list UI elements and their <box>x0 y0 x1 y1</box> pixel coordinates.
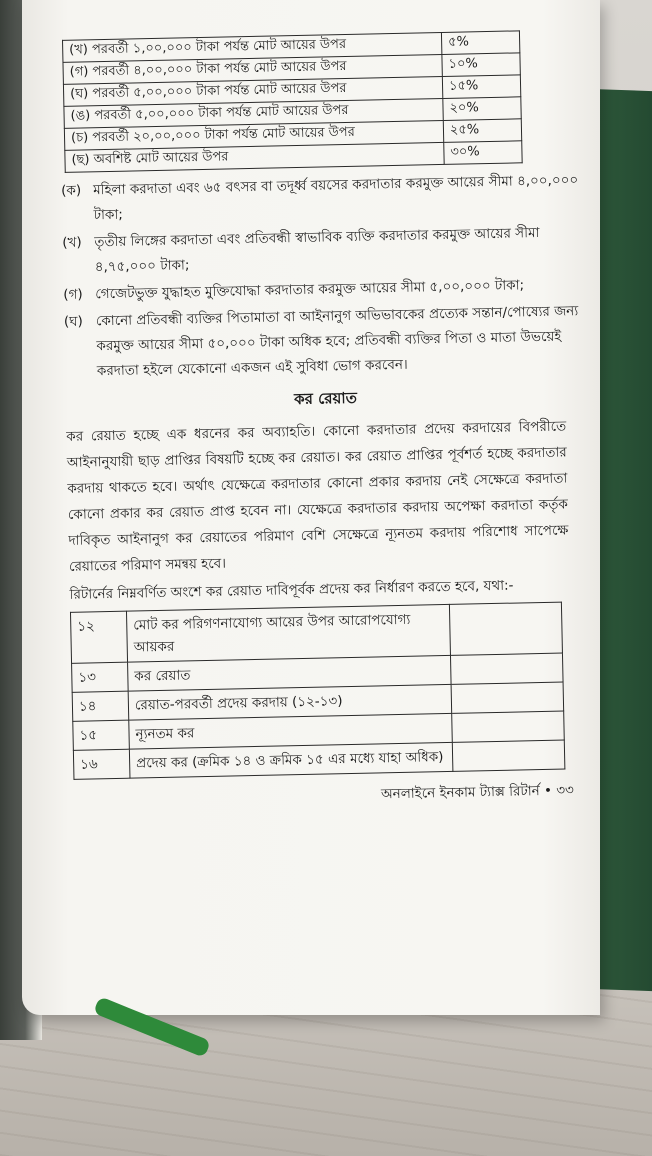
tax-slab-table <box>62 30 523 173</box>
table-row: (চ) পরবর্তী ২০,০০,০০০ টাকা পর্যন্ত মোট আয়ের উপর ২৫% <box>64 119 521 151</box>
exemption-notes <box>61 168 585 385</box>
table-row: ১৫ ন্যূনতম কর <box>73 711 564 750</box>
list-item: (খ) তৃতীয় লিঙ্গের করদাতা এবং প্রতিবন্ধী স্বাভাবিক ব্যক্তি করদাতার করমুক্ত আয়ের সীমা ৪,৭৫,০০০ টাকা; <box>62 224 540 276</box>
table-row: ১৬ প্রদেয় কর (ক্রমিক ১৪ ও ক্রমিক ১৫ এর মধ্যে যাহা অধিক) <box>73 740 564 779</box>
page-content <box>58 29 594 813</box>
table-row: ১৩ কর রেয়াত <box>72 653 563 692</box>
list-item: (গ) গেজেটভুক্ত যুদ্ধাহত মুক্তিযোদ্ধা করদাতার করমুক্ত আয়ের সীমা ৫,০০,০০০ টাকা; <box>63 277 525 303</box>
section-heading: কর রেয়াত <box>294 388 358 409</box>
tax-calc-table <box>70 602 565 780</box>
table-row: (খ) পরবর্তী ১,০০,০০০ টাকা পর্যন্ত মোট আয়ের উপর ৫% <box>63 31 520 63</box>
paragraph: রিটার্নের নিম্নবর্ণিত অংশে কর রেয়াত দাবিপূর্বক প্রদেয় কর নির্ধারণ করতে হবে, যথা:- <box>69 577 514 603</box>
table-row: (গ) পরবর্তী ৪,০০,০০০ টাকা পর্যন্ত মোট আয়ের উপর ১০% <box>63 53 520 85</box>
table-row: (ছ) অবশিষ্ট মোট আয়ের উপর ৩০% <box>65 141 522 173</box>
page-footer: অনলাইনে ইনকাম ট্যাক্স রিটার্ন • ৩৩ <box>380 782 574 803</box>
table-row: (ঘ) পরবর্তী ৫,০০,০০০ টাকা পর্যন্ত মোট আয়ের উপর ১৫% <box>63 75 520 107</box>
table-row: (ঙ) পরবর্তী ৫,০০,০০০ টাকা পর্যন্ত মোট আয়ের উপর ২০% <box>64 97 521 129</box>
body-text <box>66 413 570 607</box>
paragraph: কর রেয়াত হচ্ছে এক ধরনের কর অব্যাহতি। কোনো করদাতার প্রদেয় করদায়ের বিপরীতে আইনানুযায়ী ছাড় প্রাপ্তির বিষয়টি হচ্ছে কর রেয়াত। কর রেয়াত প্রাপ্তির পূর্বশর্ত হচ্ছে করদাতার করদায় থাকতে হবে। অর্থাৎ যেক্ষেত্রে করদাতার কোনো প্রকার করদায় নেই সেক্ষেত্রে করদাতা কোনো প্রকার কর রেয়াত প্রাপ্ত হবেন না। যেক্ষেত্রে করদাতার করদায় অপেক্ষা করদাতা কর্তৃক দাবিকৃত আইনানুগ কর রেয়াতের পরিমাণ বেশি সেক্ষেত্রে ন্যূনতম করদায় পরিশোধ সাপেক্ষে রেয়াতের পরিমাণ সমন্বয় হবে। <box>66 418 569 575</box>
table-row: ১৪ রেয়াত-পরবর্তী প্রদেয় করদায় (১২-১৩) <box>72 682 563 721</box>
list-item: (ক) মহিলা করদাতা এবং ৬৫ বৎসর বা তদূর্ধ্ব বয়সের করদাতার করমুক্ত আয়ের সীমা ৪,০০,০০০ টাকা; <box>60 172 579 224</box>
table-row: ১২ মোট কর পরিগণনাযোগ্য আয়ের উপর আরোপযোগ্য আয়কর <box>70 602 562 663</box>
list-item: (ঘ) কোনো প্রতিবন্ধী ব্যক্তির পিতামাতা বা আইনানুগ অভিভাবকের প্রত্যেক সন্তান/পোষ্যের জন্য করমুক্ত আয়ের সীমা ৫০,০০০ টাকা অধিক হবে; প্রতিবন্ধী ব্যক্তির পিতা ও মাতা উভয়েই করদাতা হইলে যেকোনো একজন এই সুবিধা ভোগ করবেন। <box>63 303 579 380</box>
